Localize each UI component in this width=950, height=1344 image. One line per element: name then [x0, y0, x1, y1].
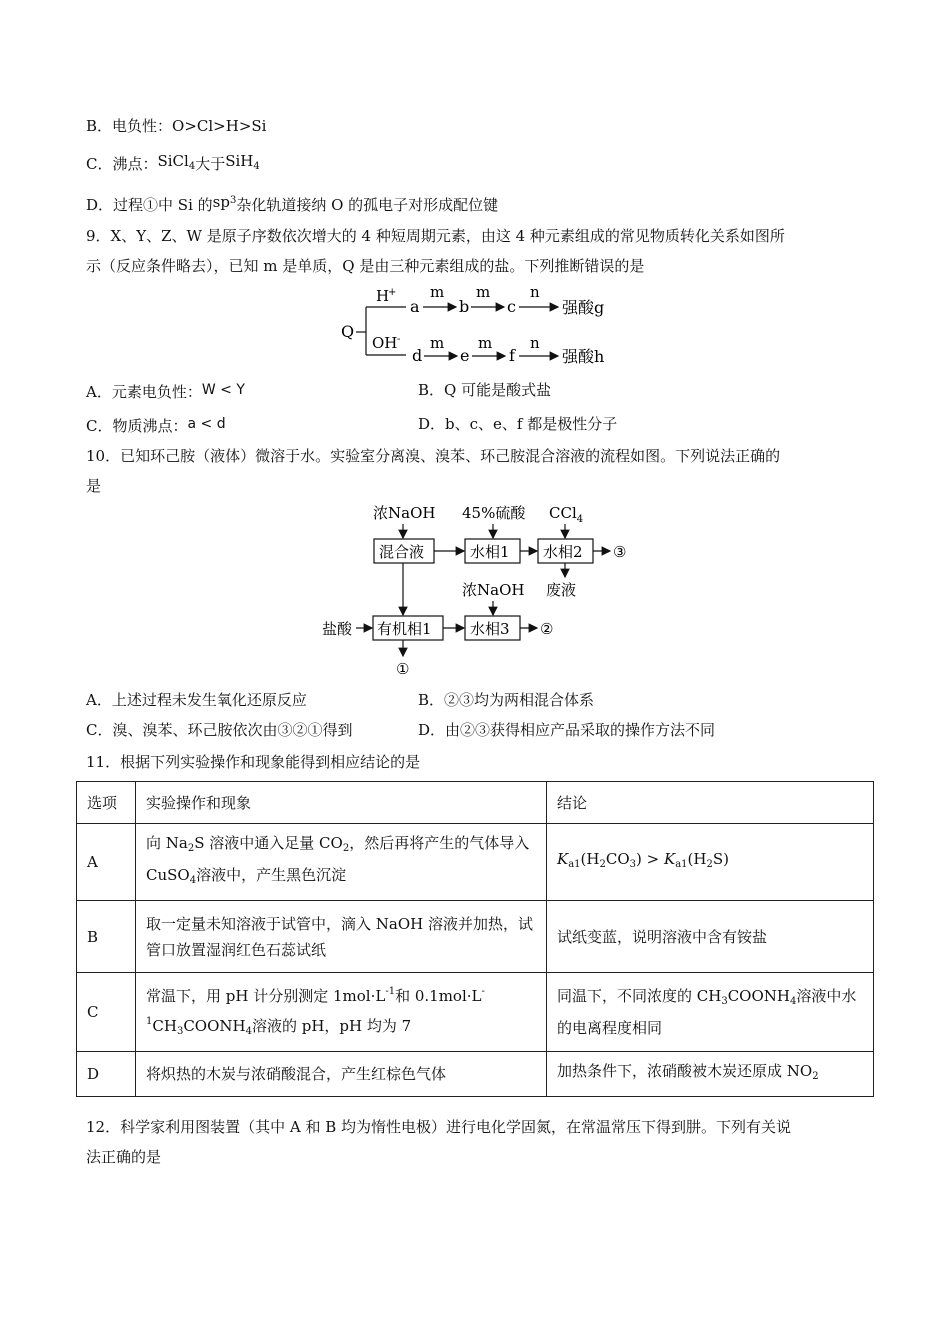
row-a-op-2-sub: 2 [342, 843, 350, 854]
row-a-k1-close: ) [636, 850, 642, 868]
q9-option-a-math: W < Y [201, 382, 245, 398]
q8-option-d-suffix: 杂化轨道接纳 O 的孤电子对形成配位键 [236, 196, 499, 214]
q8-formula-sih4 [225, 152, 260, 170]
row-c-op-2: 和 0.1mol·L [395, 987, 482, 1005]
row-c-conc-1-sub: 3 [721, 996, 728, 1007]
q10-product-1: ① [396, 660, 410, 678]
q10-reagent-ccl4 [549, 504, 583, 525]
table-header-row [77, 782, 874, 824]
row-c-option: C [77, 973, 136, 1052]
q10-box-org1-label: 有机相1 [377, 620, 432, 638]
header-operation: 实验操作和现象 [136, 782, 547, 824]
q9-h-plus-sign: + [388, 287, 397, 298]
q9-node-b: b [459, 297, 470, 316]
q10-ccl: CCl [549, 504, 577, 522]
row-a-k1: K [557, 850, 569, 868]
row-a-op-1-sub: 2 [187, 843, 195, 854]
q10-flow-diagram [310, 500, 650, 682]
row-c-conclusion [547, 973, 874, 1052]
q9-diagram-q: Q [341, 322, 355, 341]
q9-label-m2: m [476, 285, 491, 301]
q9-label-n1: n [530, 285, 540, 301]
q9-node-c: c [507, 297, 516, 316]
row-a-option: A [77, 824, 136, 901]
row-d-conclusion [547, 1052, 874, 1097]
q10-box-aq2-label: 水相2 [543, 543, 583, 561]
row-a-conclusion [547, 824, 874, 901]
q8-sp: sp [212, 193, 230, 211]
q8-option-c-prefix: C．沸点： [86, 155, 158, 173]
q8-sicl-sub: 4 [188, 161, 196, 172]
q9-option-c [86, 414, 226, 436]
header-conclusion: 结论 [547, 782, 874, 824]
row-a-k1-s2: 3 [629, 859, 637, 870]
q9-node-d: d [412, 346, 423, 365]
row-c-operation [136, 973, 547, 1052]
row-c-conc-2-sub: 4 [789, 996, 797, 1007]
row-a-k2-s1: 2 [706, 859, 713, 870]
q10-waste: 废液 [546, 581, 577, 599]
q11-table [76, 781, 874, 1097]
row-b-conclusion: 试纸变蓝，说明溶液中含有铵盐 [547, 901, 874, 973]
q10-stem-line1: 10．已知环己胺（液体）微溶于水。实验室分离溴、溴苯、环己胺混合溶液的流程如图。下列说法正确的 [86, 447, 781, 465]
q9-label-m3: m [430, 334, 445, 352]
row-c-op-4-sub: 4 [245, 1026, 252, 1037]
row-c-op-1: 常温下，用 pH 计分别测定 1mol·L [146, 987, 386, 1005]
row-c-op-2-sup: -1 [146, 986, 485, 1027]
table-row [77, 973, 874, 1052]
q8-option-d [86, 191, 498, 215]
row-a-k2: K [663, 850, 676, 868]
q9-option-c-math: a < d [187, 416, 226, 432]
q9-label-m4: m [478, 334, 493, 352]
q8-sp-sup: 3 [229, 195, 237, 206]
row-b-operation: 取一定量未知溶液于试管中，滴入 NaOH 溶液并加热，试管口放置湿润红色石蕊试纸 [136, 901, 547, 973]
row-a-op-4: 溶液中，产生黑色沉淀 [196, 866, 347, 884]
q9-oh-minus: OH [372, 334, 398, 352]
q9-h-plus: H [376, 287, 390, 305]
q10-stem-line2: 是 [86, 477, 102, 495]
q10-box-aq1-label: 水相1 [470, 543, 510, 561]
q10-ccl-sub: 4 [576, 514, 584, 525]
q12-stem-line2: 法正确的是 [86, 1148, 162, 1166]
q8-formula-sicl4 [157, 152, 195, 170]
row-a-k1-mid: CO [605, 850, 630, 868]
q10-reagent-naoh2: 浓NaOH [462, 581, 525, 599]
row-a-op-1: 向 Na [146, 834, 188, 852]
q10-option-b: B．②③均为两相混合体系 [418, 691, 595, 709]
q10-reagent-hcl: 盐酸 [322, 620, 353, 638]
q10-option-a: A．上述过程未发生氧化还原反应 [86, 691, 307, 709]
row-a-k2-close: ) [723, 850, 729, 868]
row-a-operation [136, 824, 547, 901]
table-row [77, 1052, 874, 1097]
q9-acid-h: 强酸h [562, 347, 605, 366]
q10-reagent-h2so4: 45%硫酸 [462, 504, 526, 522]
q9-option-b: B．Q 可能是酸式盐 [418, 381, 552, 399]
q9-option-a [86, 380, 245, 402]
q9-label-m1: m [430, 285, 445, 301]
q9-node-e: e [460, 346, 470, 365]
row-d-option: D [77, 1052, 136, 1097]
q8-option-b: B．电负性：O>Cl>H>Si [86, 117, 267, 135]
q8-option-d-prefix: D．过程①中 Si 的 [86, 196, 213, 214]
row-c-op-5: 溶液的 pH，pH 均为 7 [251, 1017, 412, 1035]
row-a-k2-open: (H [687, 850, 707, 868]
q9-option-a-text: A．元素电负性： [86, 383, 202, 401]
table-row [77, 901, 874, 973]
q9-diagram [330, 285, 630, 370]
q9-oh-minus-sign: - [397, 334, 401, 345]
row-a-k1-s1: 2 [599, 859, 606, 870]
q10-reagent-naoh: 浓NaOH [373, 504, 436, 522]
row-a-k1-sub: a1 [568, 859, 581, 870]
q9-node-a: a [410, 297, 420, 316]
q8-option-c [86, 151, 260, 177]
row-a-op-3-sub: 4 [189, 875, 197, 886]
q10-product-2: ② [540, 620, 554, 638]
q9-node-f: f [509, 346, 515, 365]
q9-label-n2: n [530, 334, 540, 352]
q11-stem: 11．根据下列实验操作和现象能得到相应结论的是 [86, 753, 421, 771]
q10-product-3: ③ [613, 543, 627, 561]
table-row [77, 824, 874, 901]
row-b-option: B [77, 901, 136, 973]
row-d-conc-1-sub: 2 [812, 1071, 819, 1082]
q12-stem-line1: 12．科学家利用图装置（其中 A 和 B 均为惰性电极）进行电化学固氮，在常温常压下得到肼。下列有关说 [86, 1118, 792, 1136]
row-c-op-3-sub: 3 [176, 1026, 184, 1037]
row-a-op-2: S 溶液中通入足量 CO [194, 834, 343, 852]
q8-sih-sub: 4 [253, 161, 260, 172]
q9-option-c-text: C．物质沸点： [86, 417, 188, 435]
row-c-conc-2: COONH [727, 987, 790, 1005]
row-c-conc-1: 同温下，不同浓度的 CH [557, 987, 722, 1005]
row-c-op-1-sup: -1 [385, 986, 396, 997]
row-c-op-4: COONH [183, 1017, 246, 1035]
row-d-operation: 将炽热的木炭与浓硝酸混合，产生红棕色气体 [136, 1052, 547, 1097]
row-a-k2-mid: S [712, 850, 724, 868]
row-c-op-3: CH [152, 1017, 177, 1035]
q9-stem-line2: 示（反应条件略去），已知 m 是单质，Q 是由三种元素组成的盐。下列推断错误的是 [86, 257, 645, 275]
q10-box-aq3-label: 水相3 [470, 620, 510, 638]
row-a-k1-open: (H [580, 850, 600, 868]
q10-option-d: D．由②③获得相应产品采取的操作方法不同 [418, 721, 716, 739]
q9-option-d: D．b、c、e、f 都是极性分子 [418, 415, 618, 433]
q8-option-c-mid: 大于 [195, 155, 226, 173]
row-d-conc-1: 加热条件下，浓硝酸被木炭还原成 NO [557, 1062, 813, 1080]
q9-acid-g: 强酸g [562, 298, 605, 317]
row-c-conc-3: 溶液中水的电离程度相同 [557, 987, 857, 1037]
q10-option-c: C．溴、溴苯、环己胺依次由③②①得到 [86, 721, 353, 739]
q9-stem-line1: 9．X、Y、Z、W 是原子序数依次增大的 4 种短周期元素，由这 4 种元素组成的常见物质转化关系如图所 [86, 227, 785, 245]
header-option: 选项 [77, 782, 136, 824]
q8-sih: SiH [225, 152, 254, 170]
row-a-op-3: ，然后再将产生的气体导入 CuSO [146, 834, 530, 884]
row-a-gt: > [641, 850, 664, 868]
q10-box-mix-label: 混合液 [379, 543, 425, 561]
row-a-k2-sub: a1 [675, 859, 688, 870]
q8-sicl: SiCl [157, 152, 189, 170]
